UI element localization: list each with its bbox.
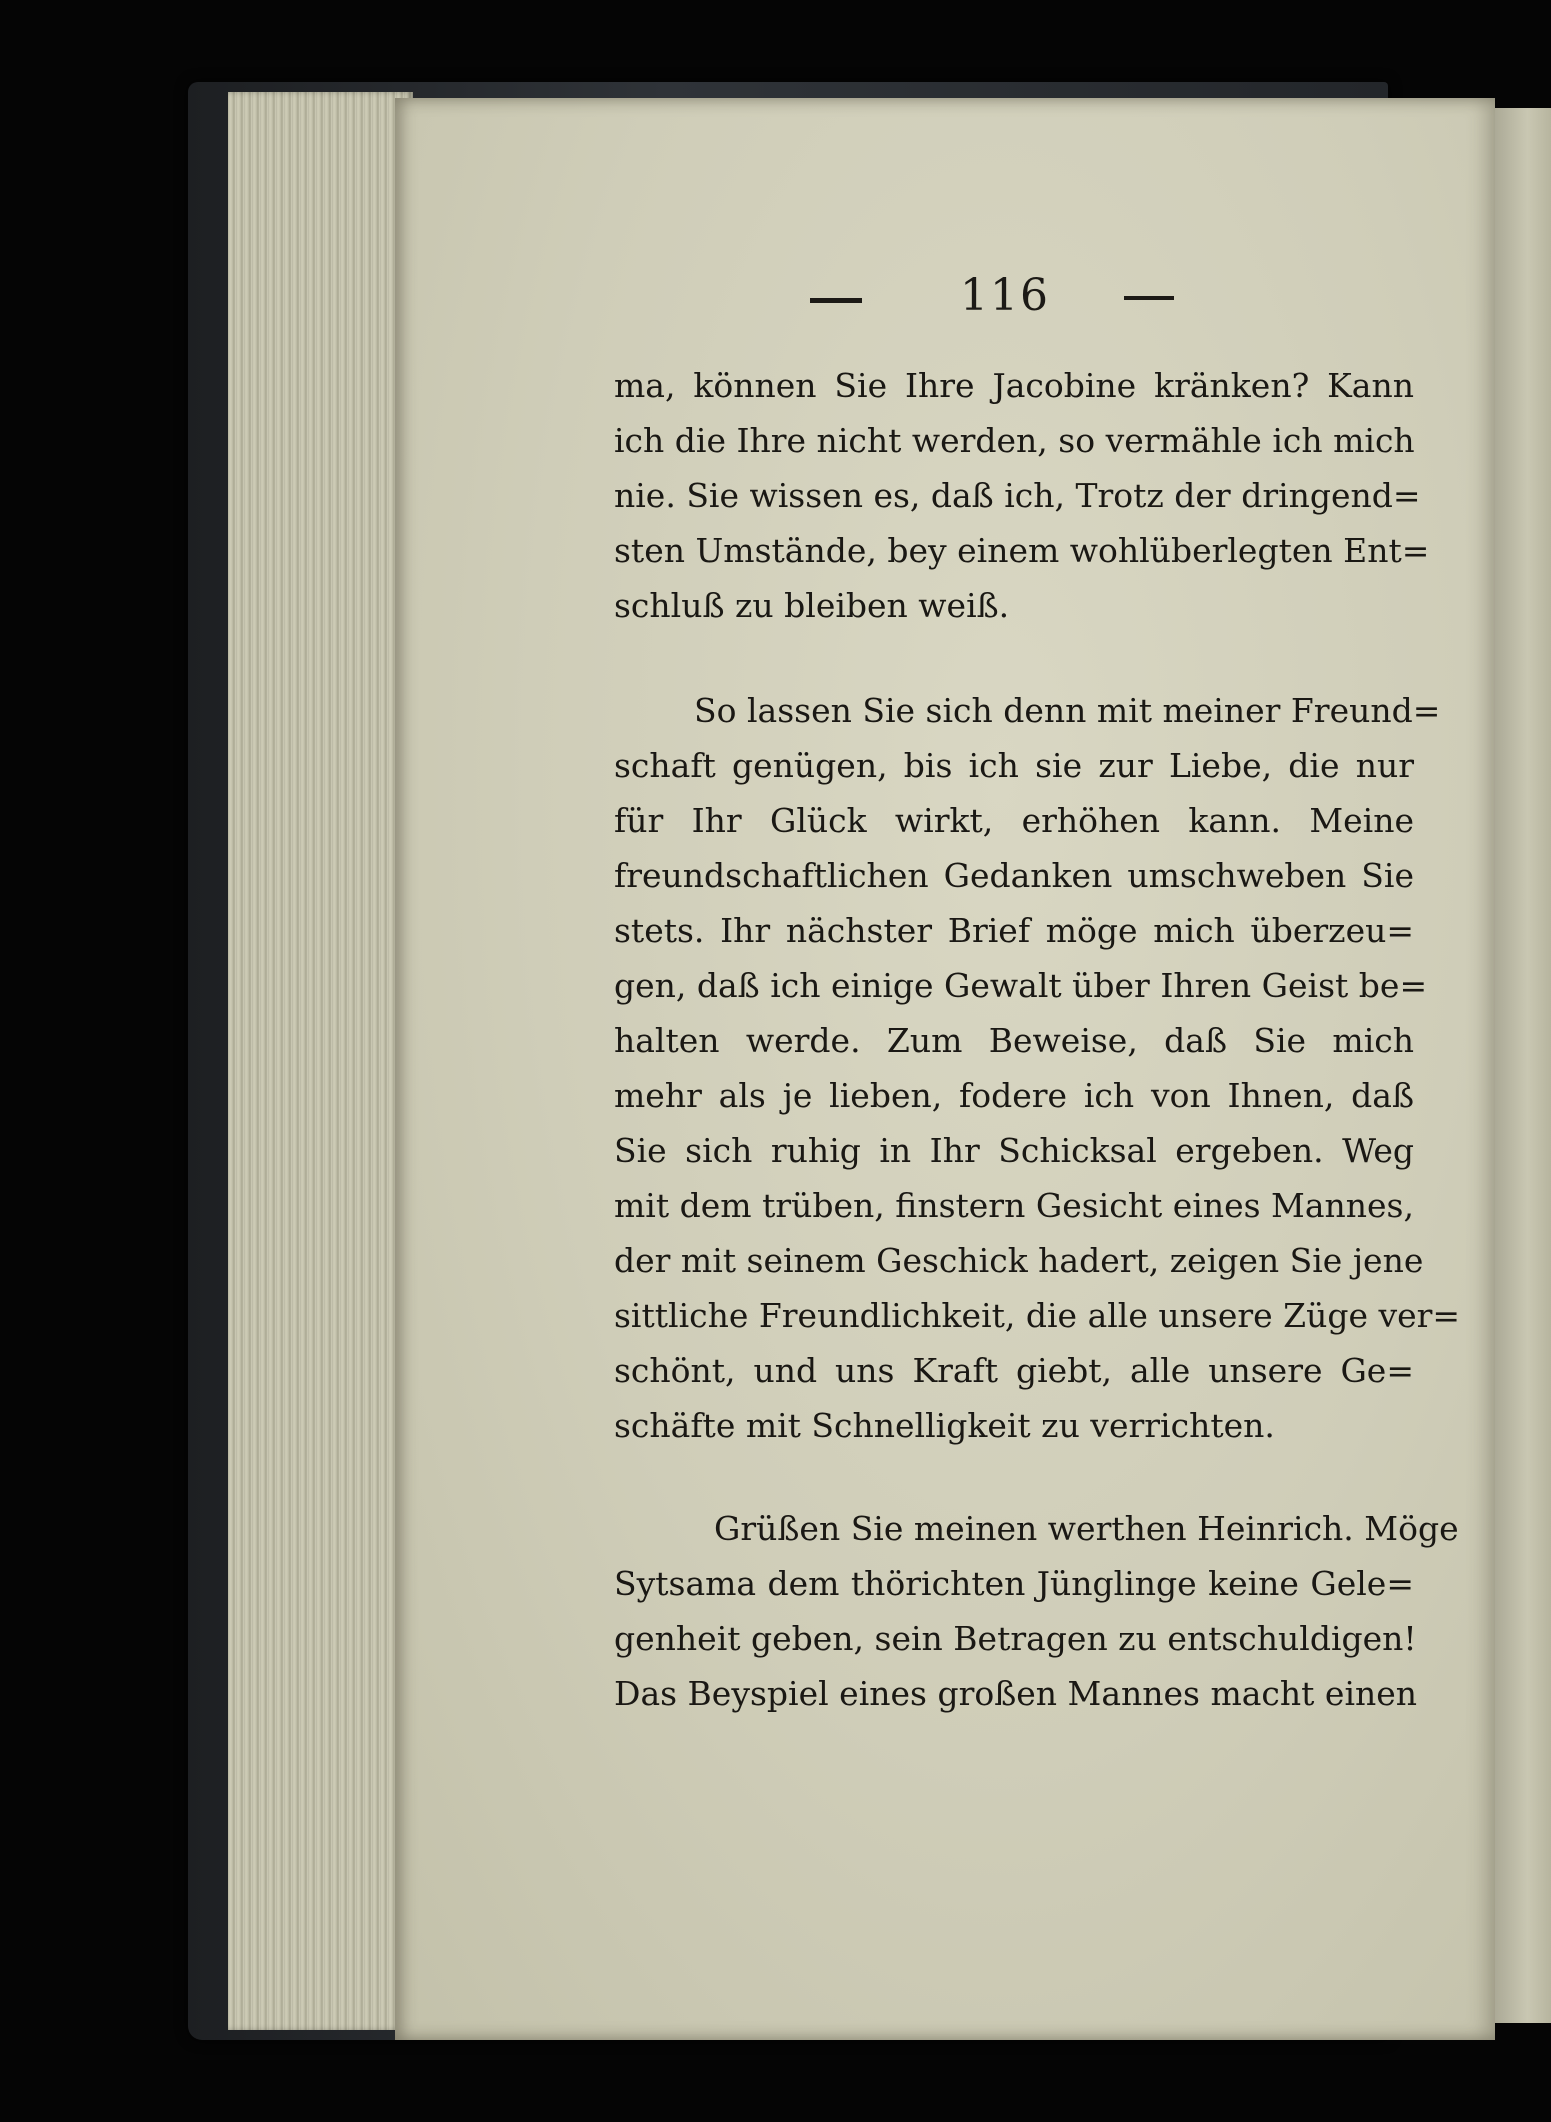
text-line: ich die Ihre nicht werden, so vermähle ich mich — [614, 421, 1415, 460]
text-line: sittliche Freundlichkeit, die alle unsere Züge ver= — [614, 1296, 1461, 1335]
text-line: Grüßen Sie meinen werthen Heinrich. Möge — [714, 1509, 1459, 1548]
text-line: mit dem trüben, finstern Gesicht eines Mannes, — [614, 1186, 1414, 1225]
text-line: schluß zu bleiben weiß. — [614, 586, 1010, 625]
body-text — [614, 358, 1461, 1721]
page-number: 116 — [960, 270, 1050, 321]
paragraph-gap — [614, 633, 1414, 683]
running-head-dash-right — [1124, 296, 1174, 300]
text-line: sten Umstände, bey einem wohlüberlegten Ent= — [614, 531, 1430, 570]
text-line: Das Beyspiel eines großen Mannes macht einen — [614, 1674, 1418, 1713]
text-line: Sytsama dem thörichten Jünglinge keine Gele= — [614, 1564, 1414, 1603]
running-head-dash-left — [810, 298, 862, 303]
text-line: schönt, und uns Kraft giebt, alle unsere Ge= — [614, 1351, 1414, 1390]
paragraph-2 — [614, 683, 1461, 1453]
text-line: halten werde. Zum Beweise, daß Sie mich — [614, 1021, 1414, 1060]
text-line: mehr als je lieben, fodere ich von Ihnen, daß — [614, 1076, 1414, 1115]
paragraph-3 — [614, 1501, 1459, 1721]
text-line: freundschaftlichen Gedanken umschweben Sie — [614, 856, 1414, 895]
text-line: Sie sich ruhig in Ihr Schicksal ergeben. Weg — [614, 1131, 1414, 1170]
text-line: schäfte mit Schnelligkeit zu verrichten. — [614, 1406, 1275, 1445]
text-line: schaft genügen, bis ich sie zur Liebe, die nur — [614, 746, 1414, 785]
running-head — [810, 270, 1190, 330]
text-line: gen, daß ich einige Gewalt über Ihren Geist be= — [614, 966, 1428, 1005]
text-line: ma, können Sie Ihre Jacobine kränken? Kann — [614, 366, 1414, 405]
text-line: der mit seinem Geschick hadert, zeigen Sie jene — [614, 1241, 1424, 1280]
paragraph-gap — [614, 1453, 1414, 1501]
facing-page-edge — [1492, 108, 1551, 2023]
paragraph-1 — [614, 358, 1430, 633]
page-stack-edges — [228, 92, 413, 2030]
text-line: für Ihr Glück wirkt, erhöhen kann. Meine — [614, 801, 1414, 840]
text-line: So lassen Sie sich denn mit meiner Freund= — [694, 691, 1441, 730]
text-line: nie. Sie wissen es, daß ich, Trotz der dringend= — [614, 476, 1421, 515]
text-line: stets. Ihr nächster Brief möge mich überzeu= — [614, 911, 1414, 950]
text-line: genheit geben, sein Betragen zu entschuldigen! — [614, 1619, 1417, 1658]
